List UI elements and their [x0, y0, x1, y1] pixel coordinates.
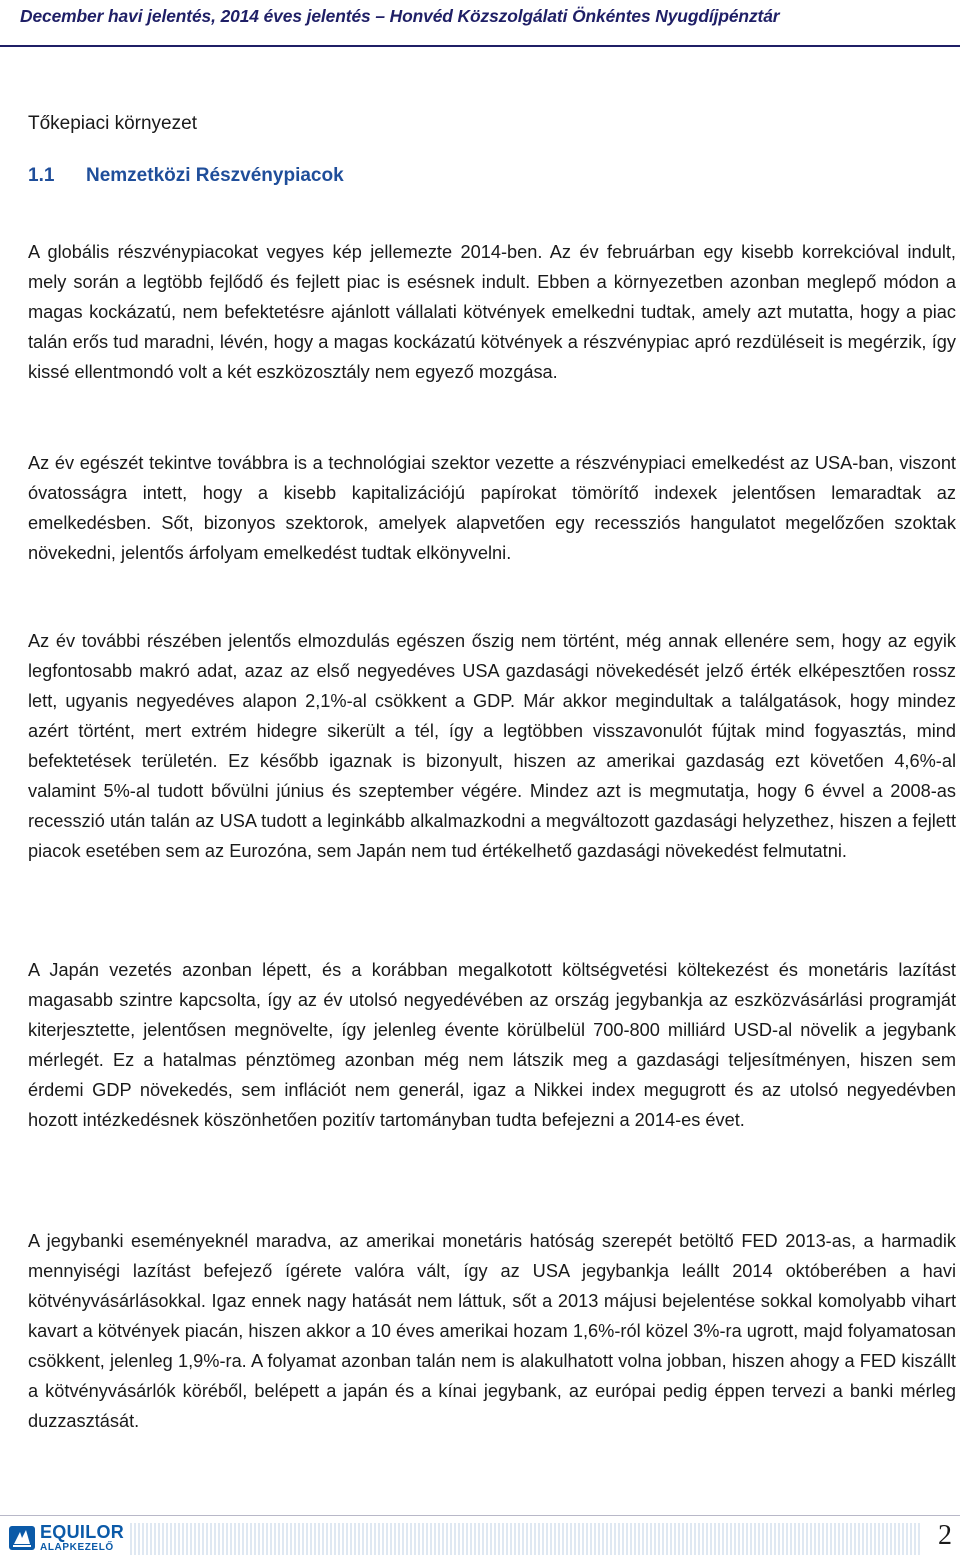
- logo-name: EQUILOR: [40, 1522, 125, 1542]
- header-title: December havi jelentés, 2014 éves jelentés – Honvéd Közszolgálati Önkéntes Nyugdíjpénztár: [20, 6, 780, 26]
- logo-subtitle: ALAPKEZELŐ: [40, 1542, 114, 1553]
- paragraph: A Japán vezetés azonban lépett, és a korábban megalkotott költségvetési költekezést és monetáris lazítást magasabb szintre kapcsolta, így az év utolsó negyedévében az ország jegybankja az eszközvásárlási programját kiterjesztette, jelentősen megnövelte, így jelenleg évente körülbelül 700-800 milliárd USD-al növelik a jegybank mérlegét. Ez a hatalmas pénztömeg azonban még nem látszik meg a gazdasági teljesítményen, hiszen sem érdemi GDP növekedés, sem inflációt nem generál, igaz a Nikkei index megugrott és az utolsó negyedévben hozott intézkedésnek köszönhetően pozitív tartományban tudta befejezni a 2014-es évet.: [28, 960, 956, 1130]
- equilor-logo: [8, 1520, 128, 1556]
- paragraph: Az év egészét tekintve továbbra is a technológiai szektor vezette a részvénypiaci emelkedést az USA-ban, viszont óvatosságra intett, hogy a kisebb kapitalizációjú papírokat tömörítő indexek jelentősen lemaradtak az emelkedésben. Sőt, bizonyos szektorok, amelyek alapvetően egy recessziós hangulatot megelőzően szoktak növekedni, jelentős árfolyam emelkedést tudtak elkönyvelni.: [28, 453, 956, 563]
- logo-mark-icon: [8, 1524, 36, 1552]
- header-rule: [0, 45, 960, 47]
- page-header: [0, 0, 960, 44]
- paragraph: Az év további részében jelentős elmozdulás egészen őszig nem történt, még annak ellenére sem, hogy az egyik legfontosabb makró adat, azaz az első negyedéves USA gazdasági növekedését jelző érték elképesztően rossz lett, ugyanis negyedéves alapon 2,1%-al csökkent a GDP. Már akkor megindultak a találgatások, hogy mindez azért történt, mert extrém hidegre sikerült a tél, így a legtöbben visszavonulót fújtak mind fogyasztás, mind befektetések területén. Ez később igaznak is bizonyult, hiszen az amerikai gazdaság ezt követően 4,6%-al valamint 5%-al tudott bővülni június és szeptember végére. Mindez azt is megmutatja, hogy 6 évvel a 2008-as recesszió után talán az USA tudott a leginkább alkalmazkodni a megváltozott gazdasági helyzethez, hiszen a fejlett piacok esetében sem az Eurozóna, sem Japán nem tud értékelhető gazdasági növekedést felmutatni.: [28, 631, 956, 861]
- section-label: Tőkepiaci környezet: [28, 113, 197, 134]
- paragraph: A jegybanki eseményeknél maradva, az amerikai monetáris hatóság szerepét betöltő FED 2013-as, a harmadik mennyiségi lazítást befejező ígérete valóra vált, így az USA jegybankja leállt 2014 októberében a havi kötvényvásárlásokkal. Igaz ennek nagy hatását nem láttuk, sőt a 2013 májusi bejelentése sokkal komolyabb vihart kavart a kötvények piacán, hiszen akkor a 10 éves amerikai hozam 1,6%-ról közel 3%-ra ugrott, majd folyamatosan csökkent, jelenleg 1,9%-ra. A folyamat azonban talán nem is alakulhatott volna jobban, hiszen ahogy a FED kiszállt a kötvényvásárlók köréből, belépett a japán és a kínai jegybank, az európai pedig éppen tervezi a banki mérleg duzzasztását.: [28, 1231, 957, 1431]
- heading-number: 1.1: [28, 165, 55, 186]
- page-number: 2: [938, 1520, 952, 1551]
- heading-title: Nemzetközi Részvénypiacok: [86, 165, 344, 186]
- section-heading: [28, 165, 344, 187]
- footer-rule: [0, 1515, 960, 1516]
- paragraph: A globális részvénypiacokat vegyes kép jellemezte 2014-ben. Az év februárban egy kisebb korrekcióval indult, mely során a legtöbb fejlődő és fejlett piac is esésnek indult. Ebben a környezetben azonban meglepő módon a magas kockázatú, nem befektetésre ajánlott vállalati kötvények emelkedni tudtak, amely azt mutatta, hogy a piac talán erős tud maradni, lévén, hogy a magas kockázatú kötvények a részvénypiac apró rezdüléseit is megérzik, így kissé ellentmondó volt a két eszközosztály nem egyező mozgása.: [28, 242, 956, 382]
- footer-decoration-bar: [130, 1523, 920, 1555]
